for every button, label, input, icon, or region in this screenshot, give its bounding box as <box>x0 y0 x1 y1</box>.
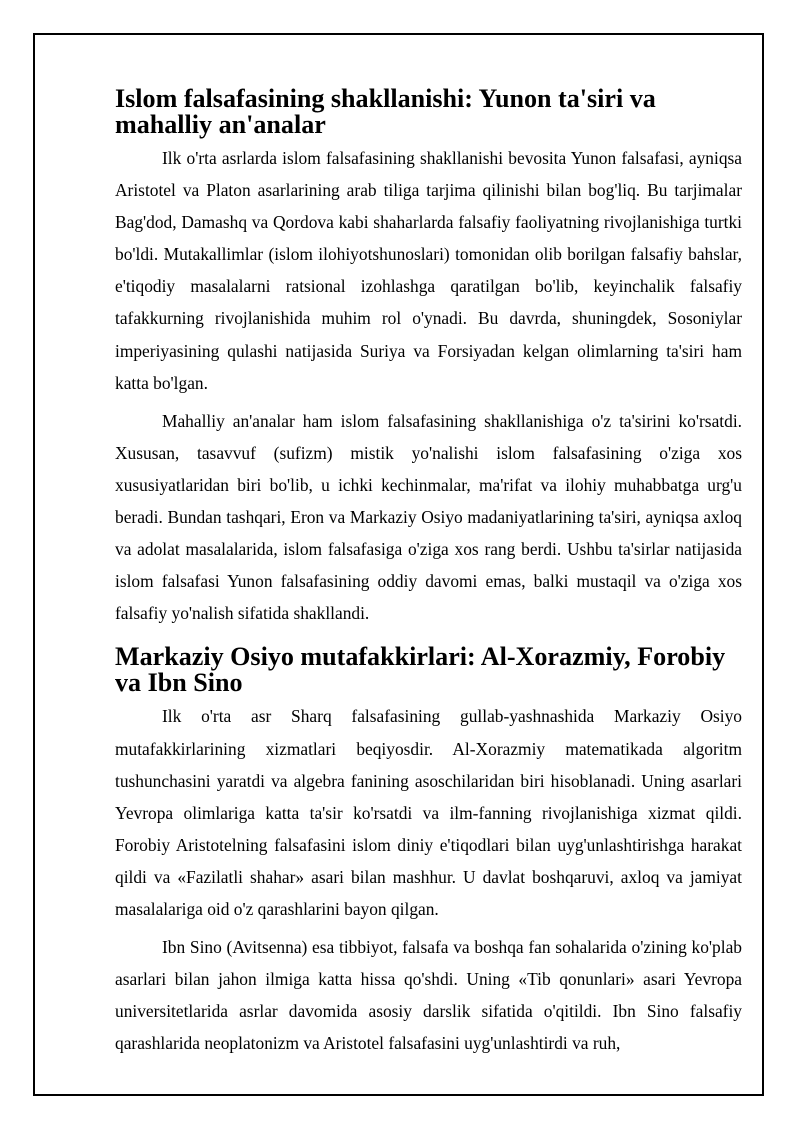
document-body <box>115 86 742 1059</box>
paragraph: Ibn Sino (Avitsenna) esa tibbiyot, falsafa va boshqa fan sohalarida o'zining ko'plab asarlari bilan jahon ilmiga katta hissa qo'shdi. Uning «Tib qonunlari» asari Yevropa universitetlarida asrlar davomida asosiy darslik sifatida o'qitildi. Ibn Sino falsafiy qarashlarida neoplatonizm va Aristotel falsafasini uyg'unlashtirdi va ruh, <box>115 937 742 1054</box>
section-islamic-philosophy <box>115 86 742 629</box>
section-heading: Markaziy Osiyo mutafakkirlari: Al-Xorazmiy, Forobiy va Ibn Sino <box>115 642 726 698</box>
section-heading: Islom falsafasining shakllanishi: Yunon ta'siri va mahalliy an'analar <box>115 84 656 139</box>
paragraph: Ilk o'rta asrlarda islom falsafasining shakllanishi bevosita Yunon falsafasi, ayniqsa Aristotel va Platon asarlarining arab tiliga tarjima qilinishi bilan bog'liq. Bu tarjimalar Bag'dod, Damashq va Qordova kabi shaharlarda falsafiy faoliyatning rivojlanishiga turtki bo'ldi. Mutakallimlar (islom ilohiyotshunoslari) tomonidan olib borilgan falsafiy bahslar, e'tiqodiy masalalarni ratsional izohlashga qaratilgan bo'lib, keyinchalik falsafiy tafakkurning rivojlanishida muhim rol o'ynadi. Bu davrda, shuningdek, Sosoniylar imperiyasining qulashi natijasida Suriya va Forsiyadan kelgan olimlarning ta'siri ham katta bo'lgan. <box>115 148 742 393</box>
paragraph: Ilk o'rta asr Sharq falsafasining gullab-yashnashida Markaziy Osiyo mutafakkirlarining xizmatlari beqiyosdir. Al-Xorazmiy matematikada algoritm tushunchasini yaratdi va algebra fanining asoschilaridan biri hisoblanadi. Uning asarlari Yevropa olimlariga katta ta'sir ko'rsatdi va ilm-fanning rivojlanishiga xizmat qildi. Forobiy Aristotelning falsafasini islom diniy e'tiqodlari bilan uyg'unlashtirishga harakat qildi va «Fazilatli shahar» asari bilan mashhur. U davlat boshqaruvi, axloq va jamiyat masalalariga oid o'z qarashlarini bayon qilgan. <box>115 706 742 919</box>
paragraph: Mahalliy an'analar ham islom falsafasining shakllanishiga o'z ta'sirini ko'rsatdi. Xususan, tasavvuf (sufizm) mistik yo'nalishi islom falsafasining o'ziga xos xususiyatlaridan biri bo'lib, u ichki kechinmalar, ma'rifat va ilohiy muhabbatga urg'u beradi. Bundan tashqari, Eron va Markaziy Osiyo madaniyatlarining ta'siri, ayniqsa axloq va adolat masalalarida, islom falsafasiga o'ziga xos rang berdi. Ushbu ta'sirlar natijasida islom falsafasi Yunon falsafasining oddiy davomi emas, balki mustaqil va o'ziga xos falsafiy yo'nalish sifatida shakllandi. <box>115 410 742 624</box>
section-central-asian-thinkers <box>115 644 742 1059</box>
